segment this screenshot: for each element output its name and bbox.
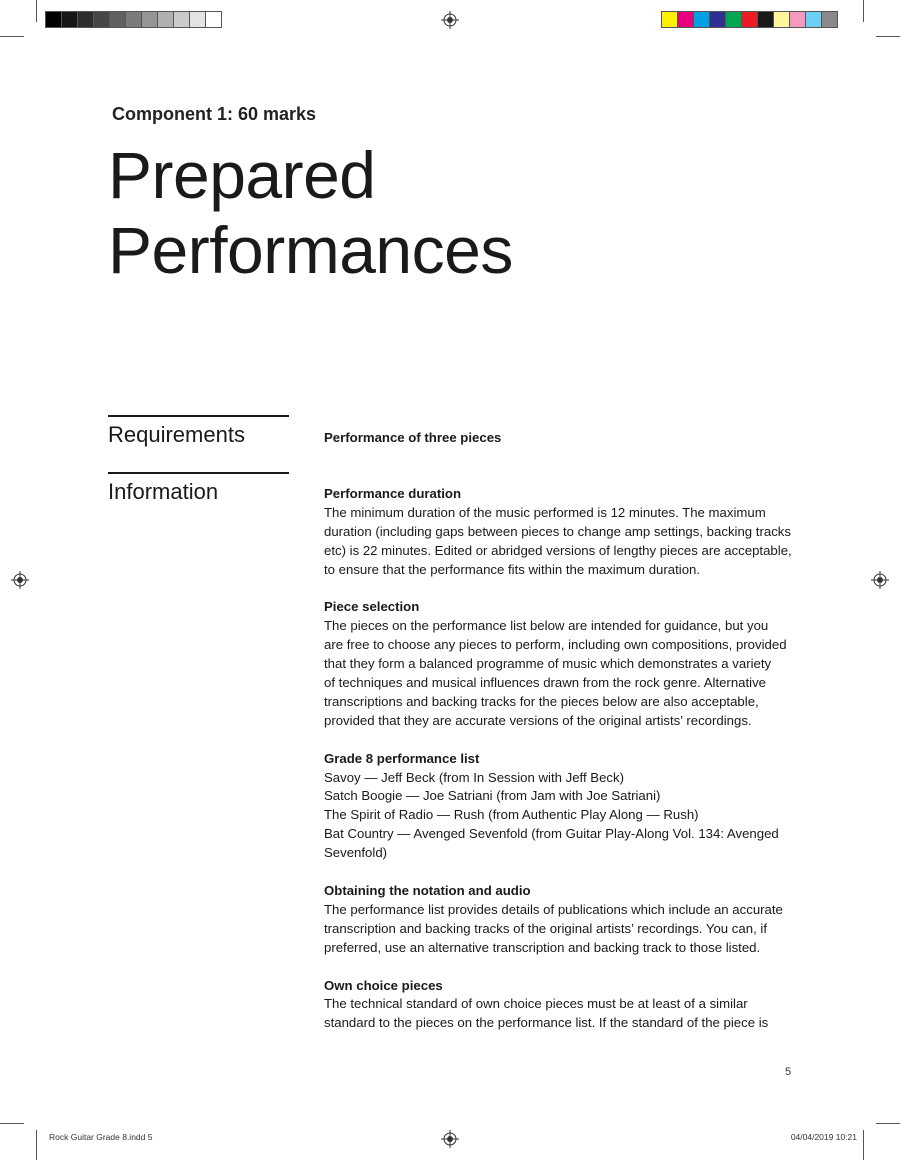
crop-mark: [36, 1130, 37, 1160]
section-heading: Grade 8 performance list: [324, 750, 480, 766]
information-label: Information: [108, 479, 219, 504]
color-swatch: [773, 11, 790, 28]
selection-section: [324, 598, 794, 730]
color-swatch: [661, 11, 678, 28]
section-heading: Own choice pieces: [324, 977, 443, 993]
color-swatch: [741, 11, 758, 28]
color-swatch: [61, 11, 78, 28]
slug-date: 04/04/2019 10:21: [790, 1132, 857, 1142]
crop-mark: [0, 1123, 24, 1124]
requirements-section: [324, 429, 794, 448]
registration-mark-icon: [441, 1130, 459, 1148]
performance-list-section: [324, 750, 794, 863]
list-item: Sevenfold): [324, 845, 388, 861]
color-swatch: [173, 11, 190, 28]
paragraph-line: to ensure that the performance fits within the maximum duration.: [324, 561, 701, 577]
crop-mark: [36, 0, 37, 22]
list-item: Satch Boogie — Joe Satriani (from Jam with Joe Satriani): [324, 788, 661, 804]
own-choice-section: [324, 977, 794, 1034]
grayscale-color-bar: [45, 11, 221, 29]
color-swatch: [77, 11, 94, 28]
requirements-label: Requirements: [108, 422, 245, 447]
color-swatch: [709, 11, 726, 28]
color-swatch: [789, 11, 806, 28]
registration-mark-icon: [441, 11, 459, 29]
paragraph-line: transcription and backing tracks of the original artists’ recordings. You can, if: [324, 920, 767, 936]
crop-mark: [876, 1123, 900, 1124]
crop-mark: [0, 36, 24, 37]
color-swatch: [821, 11, 838, 28]
notation-section: [324, 882, 794, 958]
paragraph-line: duration (including gaps between pieces to change amp settings, backing tracks: [324, 523, 791, 539]
paragraph-line: that they form a balanced programme of music which demonstrates a variety: [324, 656, 772, 672]
paragraph-line: The technical standard of own choice pieces must be at least of a similar: [324, 996, 748, 1012]
paragraph-line: The minimum duration of the music performed is 12 minutes. The maximum: [324, 504, 766, 520]
paragraph-line: The pieces on the performance list below are intended for guidance, but you: [324, 618, 769, 634]
slug-file-info: Rock Guitar Grade 8.indd 5: [49, 1132, 153, 1142]
paragraph-line: transcriptions and backing tracks for the pieces below are also acceptable,: [324, 693, 759, 709]
paragraph-line: etc) is 22 minutes. Edited or abridged versions of lengthy pieces are acceptable,: [324, 542, 792, 558]
list-item: Savoy — Jeff Beck (from In Session with Jeff Beck): [324, 769, 625, 785]
page-number: 5: [785, 1066, 792, 1078]
requirements-text: Performance of three pieces: [324, 430, 502, 445]
process-color-bar: [661, 11, 837, 29]
color-swatch: [141, 11, 158, 28]
information-rule: [108, 472, 289, 474]
page-title-line-1: Prepared: [108, 138, 376, 212]
crop-mark: [863, 0, 864, 22]
paragraph-line: standard to the pieces on the performance list. If the standard of the piece is: [324, 1015, 769, 1031]
page-title-line-2: Performances: [108, 213, 513, 287]
section-heading: Piece selection: [324, 599, 420, 615]
color-swatch: [677, 11, 694, 28]
list-item: The Spirit of Radio — Rush (from Authentic Play Along — Rush): [324, 807, 699, 823]
color-swatch: [189, 11, 206, 28]
color-swatch: [45, 11, 62, 28]
duration-section: [324, 485, 794, 580]
requirements-rule: [108, 415, 289, 417]
section-heading: Obtaining the notation and audio: [324, 882, 531, 898]
paragraph-line: of techniques and musical influences drawn from the rock genre. Alternative: [324, 675, 767, 691]
color-swatch: [205, 11, 222, 28]
color-swatch: [125, 11, 142, 28]
paragraph-line: provided that they are accurate versions of the original artists’ recordings.: [324, 712, 752, 728]
section-heading: Performance duration: [324, 486, 462, 501]
color-swatch: [693, 11, 710, 28]
page-title: [108, 138, 513, 288]
information-section: [324, 485, 794, 1052]
color-swatch: [757, 11, 774, 28]
list-item: Bat Country — Avenged Sevenfold (from Guitar Play-Along Vol. 134: Avenged: [324, 826, 779, 842]
color-swatch: [805, 11, 822, 28]
registration-mark-icon: [11, 571, 29, 589]
color-swatch: [157, 11, 174, 28]
color-swatch: [93, 11, 110, 28]
paragraph-line: preferred, use an alternative transcription and backing track to those listed.: [324, 939, 761, 955]
crop-mark: [863, 1130, 864, 1160]
paragraph-line: are free to choose any pieces to perform, including own compositions, provided: [324, 637, 787, 653]
crop-mark: [876, 36, 900, 37]
color-swatch: [109, 11, 126, 28]
color-swatch: [725, 11, 742, 28]
paragraph-line: The performance list provides details of publications which include an accurate: [324, 901, 783, 917]
registration-mark-icon: [871, 571, 889, 589]
component-label: Component 1: 60 marks: [112, 104, 317, 124]
